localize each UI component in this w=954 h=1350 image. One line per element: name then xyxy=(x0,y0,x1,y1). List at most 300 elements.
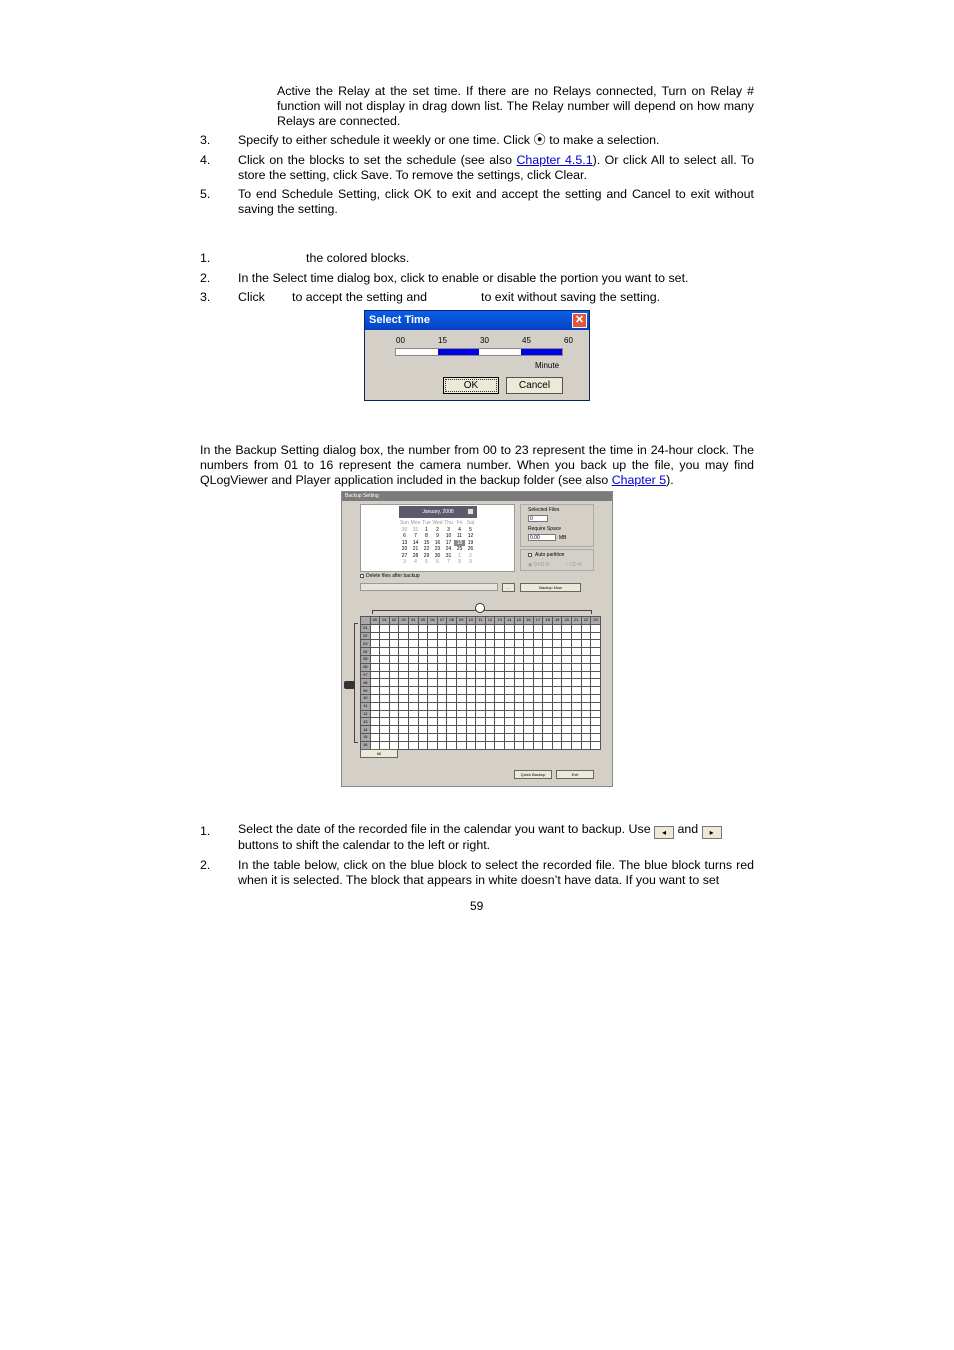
schedule-cell[interactable] xyxy=(485,733,495,741)
schedule-cell[interactable] xyxy=(466,640,476,648)
schedule-cell[interactable] xyxy=(447,640,457,648)
schedule-cell[interactable] xyxy=(370,648,380,656)
schedule-cell[interactable] xyxy=(552,679,562,687)
schedule-cell[interactable] xyxy=(543,663,553,671)
hour-header[interactable]: 23 xyxy=(591,617,601,625)
hour-header[interactable]: 19 xyxy=(552,617,562,625)
schedule-cell[interactable] xyxy=(562,710,572,718)
schedule-cell[interactable] xyxy=(543,726,553,734)
camera-header[interactable]: 10 xyxy=(361,694,371,702)
schedule-cell[interactable] xyxy=(380,632,390,640)
schedule-cell[interactable] xyxy=(581,726,591,734)
schedule-cell[interactable] xyxy=(514,655,524,663)
schedule-cell[interactable] xyxy=(495,640,505,648)
schedule-cell[interactable] xyxy=(476,648,486,656)
schedule-cell[interactable] xyxy=(572,679,582,687)
schedule-cell[interactable] xyxy=(552,624,562,632)
schedule-cell[interactable] xyxy=(399,640,409,648)
schedule-cell[interactable] xyxy=(485,671,495,679)
schedule-cell[interactable] xyxy=(524,632,534,640)
schedule-cell[interactable] xyxy=(485,694,495,702)
camera-header[interactable]: 14 xyxy=(361,726,371,734)
schedule-cell[interactable] xyxy=(562,632,572,640)
hour-header[interactable]: 02 xyxy=(389,617,399,625)
schedule-cell[interactable] xyxy=(380,694,390,702)
chapter-4-5-1-link[interactable]: Chapter 4.5.1 xyxy=(516,153,593,167)
schedule-cell[interactable] xyxy=(466,663,476,671)
schedule-cell[interactable] xyxy=(572,726,582,734)
schedule-cell[interactable] xyxy=(495,694,505,702)
schedule-cell[interactable] xyxy=(485,663,495,671)
calendar-day[interactable]: 30 xyxy=(434,552,441,559)
schedule-cell[interactable] xyxy=(466,687,476,695)
schedule-cell[interactable] xyxy=(495,679,505,687)
calendar-day[interactable]: 7 xyxy=(447,559,450,565)
schedule-cell[interactable] xyxy=(380,640,390,648)
schedule-cell[interactable] xyxy=(524,726,534,734)
schedule-cell[interactable] xyxy=(447,702,457,710)
schedule-cell[interactable] xyxy=(543,624,553,632)
schedule-cell[interactable] xyxy=(380,718,390,726)
schedule-cell[interactable] xyxy=(389,624,399,632)
schedule-cell[interactable] xyxy=(581,640,591,648)
calendar-day[interactable]: 27 xyxy=(401,552,408,559)
camera-icon[interactable] xyxy=(344,681,355,689)
camera-header[interactable]: 11 xyxy=(361,702,371,710)
schedule-cell[interactable] xyxy=(591,663,601,671)
schedule-cell[interactable] xyxy=(447,655,457,663)
schedule-cell[interactable] xyxy=(504,687,514,695)
schedule-cell[interactable] xyxy=(370,624,380,632)
schedule-cell[interactable] xyxy=(533,687,543,695)
schedule-cell[interactable] xyxy=(370,741,380,749)
schedule-cell[interactable] xyxy=(581,648,591,656)
schedule-cell[interactable] xyxy=(380,679,390,687)
schedule-cell[interactable] xyxy=(408,687,418,695)
schedule-cell[interactable] xyxy=(456,679,466,687)
camera-header[interactable]: 15 xyxy=(361,733,371,741)
schedule-cell[interactable] xyxy=(504,640,514,648)
schedule-cell[interactable] xyxy=(504,726,514,734)
calendar-day[interactable]: 2 xyxy=(469,552,472,559)
schedule-cell[interactable] xyxy=(437,702,447,710)
schedule-cell[interactable] xyxy=(562,671,572,679)
schedule-cell[interactable] xyxy=(504,733,514,741)
schedule-cell[interactable] xyxy=(370,671,380,679)
schedule-cell[interactable] xyxy=(428,624,438,632)
schedule-cell[interactable] xyxy=(514,694,524,702)
calendar-day[interactable]: 6 xyxy=(403,533,406,539)
schedule-cell[interactable] xyxy=(591,710,601,718)
schedule-cell[interactable] xyxy=(389,648,399,656)
schedule-cell[interactable] xyxy=(514,663,524,671)
schedule-cell[interactable] xyxy=(408,710,418,718)
delete-files-checkbox[interactable] xyxy=(360,574,364,578)
schedule-cell[interactable] xyxy=(552,702,562,710)
schedule-cell[interactable] xyxy=(524,718,534,726)
schedule-cell[interactable] xyxy=(591,624,601,632)
schedule-cell[interactable] xyxy=(437,632,447,640)
schedule-cell[interactable] xyxy=(552,733,562,741)
camera-header[interactable]: 09 xyxy=(361,687,371,695)
schedule-cell[interactable] xyxy=(581,671,591,679)
schedule-cell[interactable] xyxy=(495,632,505,640)
calendar-day[interactable]: 9 xyxy=(469,559,472,565)
schedule-cell[interactable] xyxy=(389,632,399,640)
schedule-cell[interactable] xyxy=(380,648,390,656)
schedule-cell[interactable] xyxy=(418,741,428,749)
schedule-cell[interactable] xyxy=(581,741,591,749)
schedule-cell[interactable] xyxy=(437,640,447,648)
schedule-cell[interactable] xyxy=(466,741,476,749)
schedule-cell[interactable] xyxy=(533,671,543,679)
schedule-cell[interactable] xyxy=(380,624,390,632)
schedule-cell[interactable] xyxy=(476,663,486,671)
schedule-cell[interactable] xyxy=(389,640,399,648)
schedule-cell[interactable] xyxy=(380,702,390,710)
schedule-cell[interactable] xyxy=(399,687,409,695)
hour-header[interactable]: 12 xyxy=(485,617,495,625)
schedule-cell[interactable] xyxy=(572,663,582,671)
camera-header[interactable]: 16 xyxy=(361,741,371,749)
calendar-day[interactable]: 13 xyxy=(401,539,408,546)
schedule-cell[interactable] xyxy=(581,663,591,671)
schedule-cell[interactable] xyxy=(524,679,534,687)
schedule-cell[interactable] xyxy=(495,648,505,656)
schedule-cell[interactable] xyxy=(418,718,428,726)
schedule-cell[interactable] xyxy=(418,632,428,640)
schedule-cell[interactable] xyxy=(591,632,601,640)
schedule-cell[interactable] xyxy=(418,702,428,710)
schedule-cell[interactable] xyxy=(543,718,553,726)
calendar-day[interactable]: 12 xyxy=(467,533,474,539)
quarter-00-15[interactable] xyxy=(396,349,438,355)
calendar-day[interactable]: 30 xyxy=(401,526,408,533)
schedule-cell[interactable] xyxy=(418,679,428,687)
schedule-cell[interactable] xyxy=(466,624,476,632)
schedule-cell[interactable] xyxy=(456,733,466,741)
schedule-cell[interactable] xyxy=(552,741,562,749)
calendar-day[interactable]: 20 xyxy=(401,546,408,552)
schedule-cell[interactable] xyxy=(380,710,390,718)
calendar-day[interactable]: 8 xyxy=(458,559,461,565)
hour-header[interactable]: 17 xyxy=(533,617,543,625)
schedule-cell[interactable] xyxy=(399,694,409,702)
schedule-cell[interactable] xyxy=(428,655,438,663)
schedule-cell[interactable] xyxy=(380,687,390,695)
schedule-cell[interactable] xyxy=(524,710,534,718)
schedule-cell[interactable] xyxy=(504,710,514,718)
schedule-cell[interactable] xyxy=(428,733,438,741)
schedule-cell[interactable] xyxy=(418,694,428,702)
schedule-cell[interactable] xyxy=(437,671,447,679)
schedule-cell[interactable] xyxy=(591,687,601,695)
schedule-cell[interactable] xyxy=(562,640,572,648)
schedule-cell[interactable] xyxy=(370,726,380,734)
schedule-cell[interactable] xyxy=(552,687,562,695)
schedule-cell[interactable] xyxy=(399,663,409,671)
schedule-cell[interactable] xyxy=(524,655,534,663)
calendar-day[interactable]: 2 xyxy=(436,526,439,533)
hour-header[interactable]: 06 xyxy=(428,617,438,625)
schedule-cell[interactable] xyxy=(572,624,582,632)
schedule-cell[interactable] xyxy=(533,624,543,632)
schedule-cell[interactable] xyxy=(504,694,514,702)
schedule-cell[interactable] xyxy=(572,648,582,656)
schedule-cell[interactable] xyxy=(543,702,553,710)
schedule-cell[interactable] xyxy=(591,640,601,648)
backup-now-button[interactable]: Backup Now xyxy=(520,583,581,592)
calendar-day[interactable]: 9 xyxy=(436,533,439,539)
calendar-day[interactable]: 1 xyxy=(458,552,461,559)
schedule-cell[interactable] xyxy=(524,687,534,695)
schedule-cell[interactable] xyxy=(447,687,457,695)
schedule-cell[interactable] xyxy=(389,741,399,749)
cancel-button[interactable]: Cancel xyxy=(506,377,563,394)
schedule-cell[interactable] xyxy=(591,702,601,710)
schedule-cell[interactable] xyxy=(447,671,457,679)
schedule-cell[interactable] xyxy=(437,687,447,695)
schedule-cell[interactable] xyxy=(524,741,534,749)
schedule-cell[interactable] xyxy=(437,718,447,726)
schedule-cell[interactable] xyxy=(485,640,495,648)
calendar-day[interactable]: 25 xyxy=(456,546,463,552)
schedule-cell[interactable] xyxy=(447,710,457,718)
schedule-cell[interactable] xyxy=(514,671,524,679)
schedule-cell[interactable] xyxy=(562,655,572,663)
schedule-cell[interactable] xyxy=(476,624,486,632)
schedule-cell[interactable] xyxy=(591,679,601,687)
schedule-cell[interactable] xyxy=(408,655,418,663)
schedule-cell[interactable] xyxy=(485,687,495,695)
schedule-cell[interactable] xyxy=(572,687,582,695)
camera-header[interactable]: 07 xyxy=(361,671,371,679)
schedule-cell[interactable] xyxy=(399,671,409,679)
schedule-cell[interactable] xyxy=(370,710,380,718)
schedule-cell[interactable] xyxy=(437,733,447,741)
schedule-cell[interactable] xyxy=(408,640,418,648)
close-icon[interactable]: ✕ xyxy=(572,313,587,328)
calendar-day[interactable]: 5 xyxy=(469,526,472,533)
calendar-day[interactable]: 28 xyxy=(412,552,419,559)
schedule-cell[interactable] xyxy=(456,687,466,695)
schedule-cell[interactable] xyxy=(456,702,466,710)
schedule-cell[interactable] xyxy=(418,733,428,741)
camera-header[interactable]: 06 xyxy=(361,663,371,671)
schedule-cell[interactable] xyxy=(504,702,514,710)
schedule-cell[interactable] xyxy=(447,726,457,734)
schedule-cell[interactable] xyxy=(485,702,495,710)
schedule-cell[interactable] xyxy=(591,726,601,734)
schedule-cell[interactable] xyxy=(504,671,514,679)
calendar-day[interactable]: 4 xyxy=(414,559,417,565)
schedule-cell[interactable] xyxy=(456,663,466,671)
schedule-cell[interactable] xyxy=(543,655,553,663)
schedule-cell[interactable] xyxy=(447,624,457,632)
schedule-cell[interactable] xyxy=(514,624,524,632)
schedule-cell[interactable] xyxy=(514,733,524,741)
schedule-cell[interactable] xyxy=(418,726,428,734)
schedule-cell[interactable] xyxy=(428,671,438,679)
schedule-cell[interactable] xyxy=(389,718,399,726)
schedule-cell[interactable] xyxy=(485,741,495,749)
schedule-cell[interactable] xyxy=(495,726,505,734)
schedule-cell[interactable] xyxy=(418,687,428,695)
schedule-cell[interactable] xyxy=(389,663,399,671)
quarter-15-30[interactable] xyxy=(438,349,480,355)
schedule-cell[interactable] xyxy=(399,710,409,718)
browse-button[interactable]: ... xyxy=(502,583,515,592)
schedule-cell[interactable] xyxy=(399,702,409,710)
schedule-cell[interactable] xyxy=(370,687,380,695)
hour-header[interactable]: 20 xyxy=(562,617,572,625)
schedule-cell[interactable] xyxy=(428,710,438,718)
schedule-cell[interactable] xyxy=(533,733,543,741)
schedule-cell[interactable] xyxy=(380,663,390,671)
hour-header[interactable]: 04 xyxy=(408,617,418,625)
calendar-day[interactable]: 19 xyxy=(467,539,474,546)
schedule-cell[interactable] xyxy=(562,624,572,632)
schedule-cell[interactable] xyxy=(466,679,476,687)
calendar-day[interactable]: 16 xyxy=(434,539,441,546)
schedule-cell[interactable] xyxy=(514,702,524,710)
schedule-cell[interactable] xyxy=(408,648,418,656)
schedule-cell[interactable] xyxy=(572,632,582,640)
schedule-cell[interactable] xyxy=(504,679,514,687)
schedule-cell[interactable] xyxy=(389,687,399,695)
schedule-cell[interactable] xyxy=(380,741,390,749)
schedule-cell[interactable] xyxy=(485,624,495,632)
schedule-cell[interactable] xyxy=(428,663,438,671)
schedule-cell[interactable] xyxy=(533,640,543,648)
schedule-cell[interactable] xyxy=(476,718,486,726)
hour-header[interactable]: 15 xyxy=(514,617,524,625)
schedule-cell[interactable] xyxy=(476,741,486,749)
schedule-cell[interactable] xyxy=(476,702,486,710)
schedule-cell[interactable] xyxy=(408,718,418,726)
calendar-day[interactable]: 15 xyxy=(423,539,430,546)
schedule-cell[interactable] xyxy=(552,710,562,718)
schedule-cell[interactable] xyxy=(428,687,438,695)
calendar-day[interactable]: 21 xyxy=(412,546,419,552)
schedule-cell[interactable] xyxy=(514,648,524,656)
schedule-cell[interactable] xyxy=(476,655,486,663)
schedule-cell[interactable] xyxy=(370,632,380,640)
schedule-cell[interactable] xyxy=(562,663,572,671)
schedule-cell[interactable] xyxy=(504,648,514,656)
schedule-cell[interactable] xyxy=(495,671,505,679)
calendar-day[interactable]: 29 xyxy=(423,552,430,559)
schedule-cell[interactable] xyxy=(408,671,418,679)
schedule-cell[interactable] xyxy=(562,687,572,695)
schedule-cell[interactable] xyxy=(476,671,486,679)
schedule-cell[interactable] xyxy=(399,733,409,741)
exit-button[interactable]: Exit xyxy=(556,770,594,779)
schedule-cell[interactable] xyxy=(447,718,457,726)
schedule-cell[interactable] xyxy=(389,733,399,741)
schedule-cell[interactable] xyxy=(552,726,562,734)
schedule-cell[interactable] xyxy=(514,687,524,695)
hour-header[interactable]: 01 xyxy=(380,617,390,625)
schedule-cell[interactable] xyxy=(591,741,601,749)
schedule-cell[interactable] xyxy=(581,624,591,632)
calendar-day[interactable]: 22 xyxy=(423,546,430,552)
schedule-cell[interactable] xyxy=(562,702,572,710)
schedule-cell[interactable] xyxy=(495,655,505,663)
schedule-cell[interactable] xyxy=(399,632,409,640)
schedule-cell[interactable] xyxy=(476,687,486,695)
hour-header[interactable]: 16 xyxy=(524,617,534,625)
schedule-cell[interactable] xyxy=(399,679,409,687)
schedule-cell[interactable] xyxy=(408,726,418,734)
schedule-cell[interactable] xyxy=(418,648,428,656)
schedule-cell[interactable] xyxy=(437,663,447,671)
schedule-cell[interactable] xyxy=(476,694,486,702)
schedule-cell[interactable] xyxy=(370,640,380,648)
schedule-cell[interactable] xyxy=(428,648,438,656)
schedule-cell[interactable] xyxy=(581,687,591,695)
schedule-cell[interactable] xyxy=(591,733,601,741)
schedule-cell[interactable] xyxy=(495,741,505,749)
ok-button[interactable]: OK xyxy=(443,377,499,394)
schedule-cell[interactable] xyxy=(504,663,514,671)
schedule-cell[interactable] xyxy=(418,710,428,718)
schedule-cell[interactable] xyxy=(370,663,380,671)
schedule-cell[interactable] xyxy=(418,624,428,632)
schedule-cell[interactable] xyxy=(591,694,601,702)
schedule-cell[interactable] xyxy=(399,624,409,632)
schedule-cell[interactable] xyxy=(543,687,553,695)
schedule-cell[interactable] xyxy=(495,687,505,695)
schedule-cell[interactable] xyxy=(380,733,390,741)
schedule-cell[interactable] xyxy=(389,655,399,663)
schedule-cell[interactable] xyxy=(466,648,476,656)
schedule-cell[interactable] xyxy=(466,694,476,702)
schedule-cell[interactable] xyxy=(456,671,466,679)
calendar-day[interactable]: 18 xyxy=(454,540,465,546)
quarter-30-45[interactable] xyxy=(479,349,521,355)
schedule-cell[interactable] xyxy=(466,632,476,640)
schedule-cell[interactable] xyxy=(581,679,591,687)
schedule-cell[interactable] xyxy=(524,702,534,710)
schedule-cell[interactable] xyxy=(533,741,543,749)
hour-header[interactable]: 13 xyxy=(495,617,505,625)
hour-header[interactable]: 14 xyxy=(504,617,514,625)
calendar-day[interactable]: 10 xyxy=(445,533,452,539)
schedule-cell[interactable] xyxy=(543,632,553,640)
schedule-cell[interactable] xyxy=(485,648,495,656)
calendar-day[interactable]: 23 xyxy=(434,546,441,552)
calendar-day[interactable]: 5 xyxy=(425,559,428,565)
schedule-cell[interactable] xyxy=(533,648,543,656)
schedule-cell[interactable] xyxy=(533,679,543,687)
schedule-cell[interactable] xyxy=(524,733,534,741)
schedule-cell[interactable] xyxy=(370,679,380,687)
hour-header[interactable]: 09 xyxy=(456,617,466,625)
schedule-cell[interactable] xyxy=(533,710,543,718)
all-button[interactable]: All xyxy=(360,749,398,758)
schedule-cell[interactable] xyxy=(495,624,505,632)
schedule-cell[interactable] xyxy=(552,663,562,671)
schedule-cell[interactable] xyxy=(408,624,418,632)
schedule-cell[interactable] xyxy=(485,655,495,663)
quick-backup-button[interactable]: Quick Backup xyxy=(514,770,552,779)
schedule-cell[interactable] xyxy=(437,726,447,734)
schedule-cell[interactable] xyxy=(447,694,457,702)
schedule-cell[interactable] xyxy=(572,741,582,749)
schedule-cell[interactable] xyxy=(572,655,582,663)
schedule-cell[interactable] xyxy=(428,632,438,640)
